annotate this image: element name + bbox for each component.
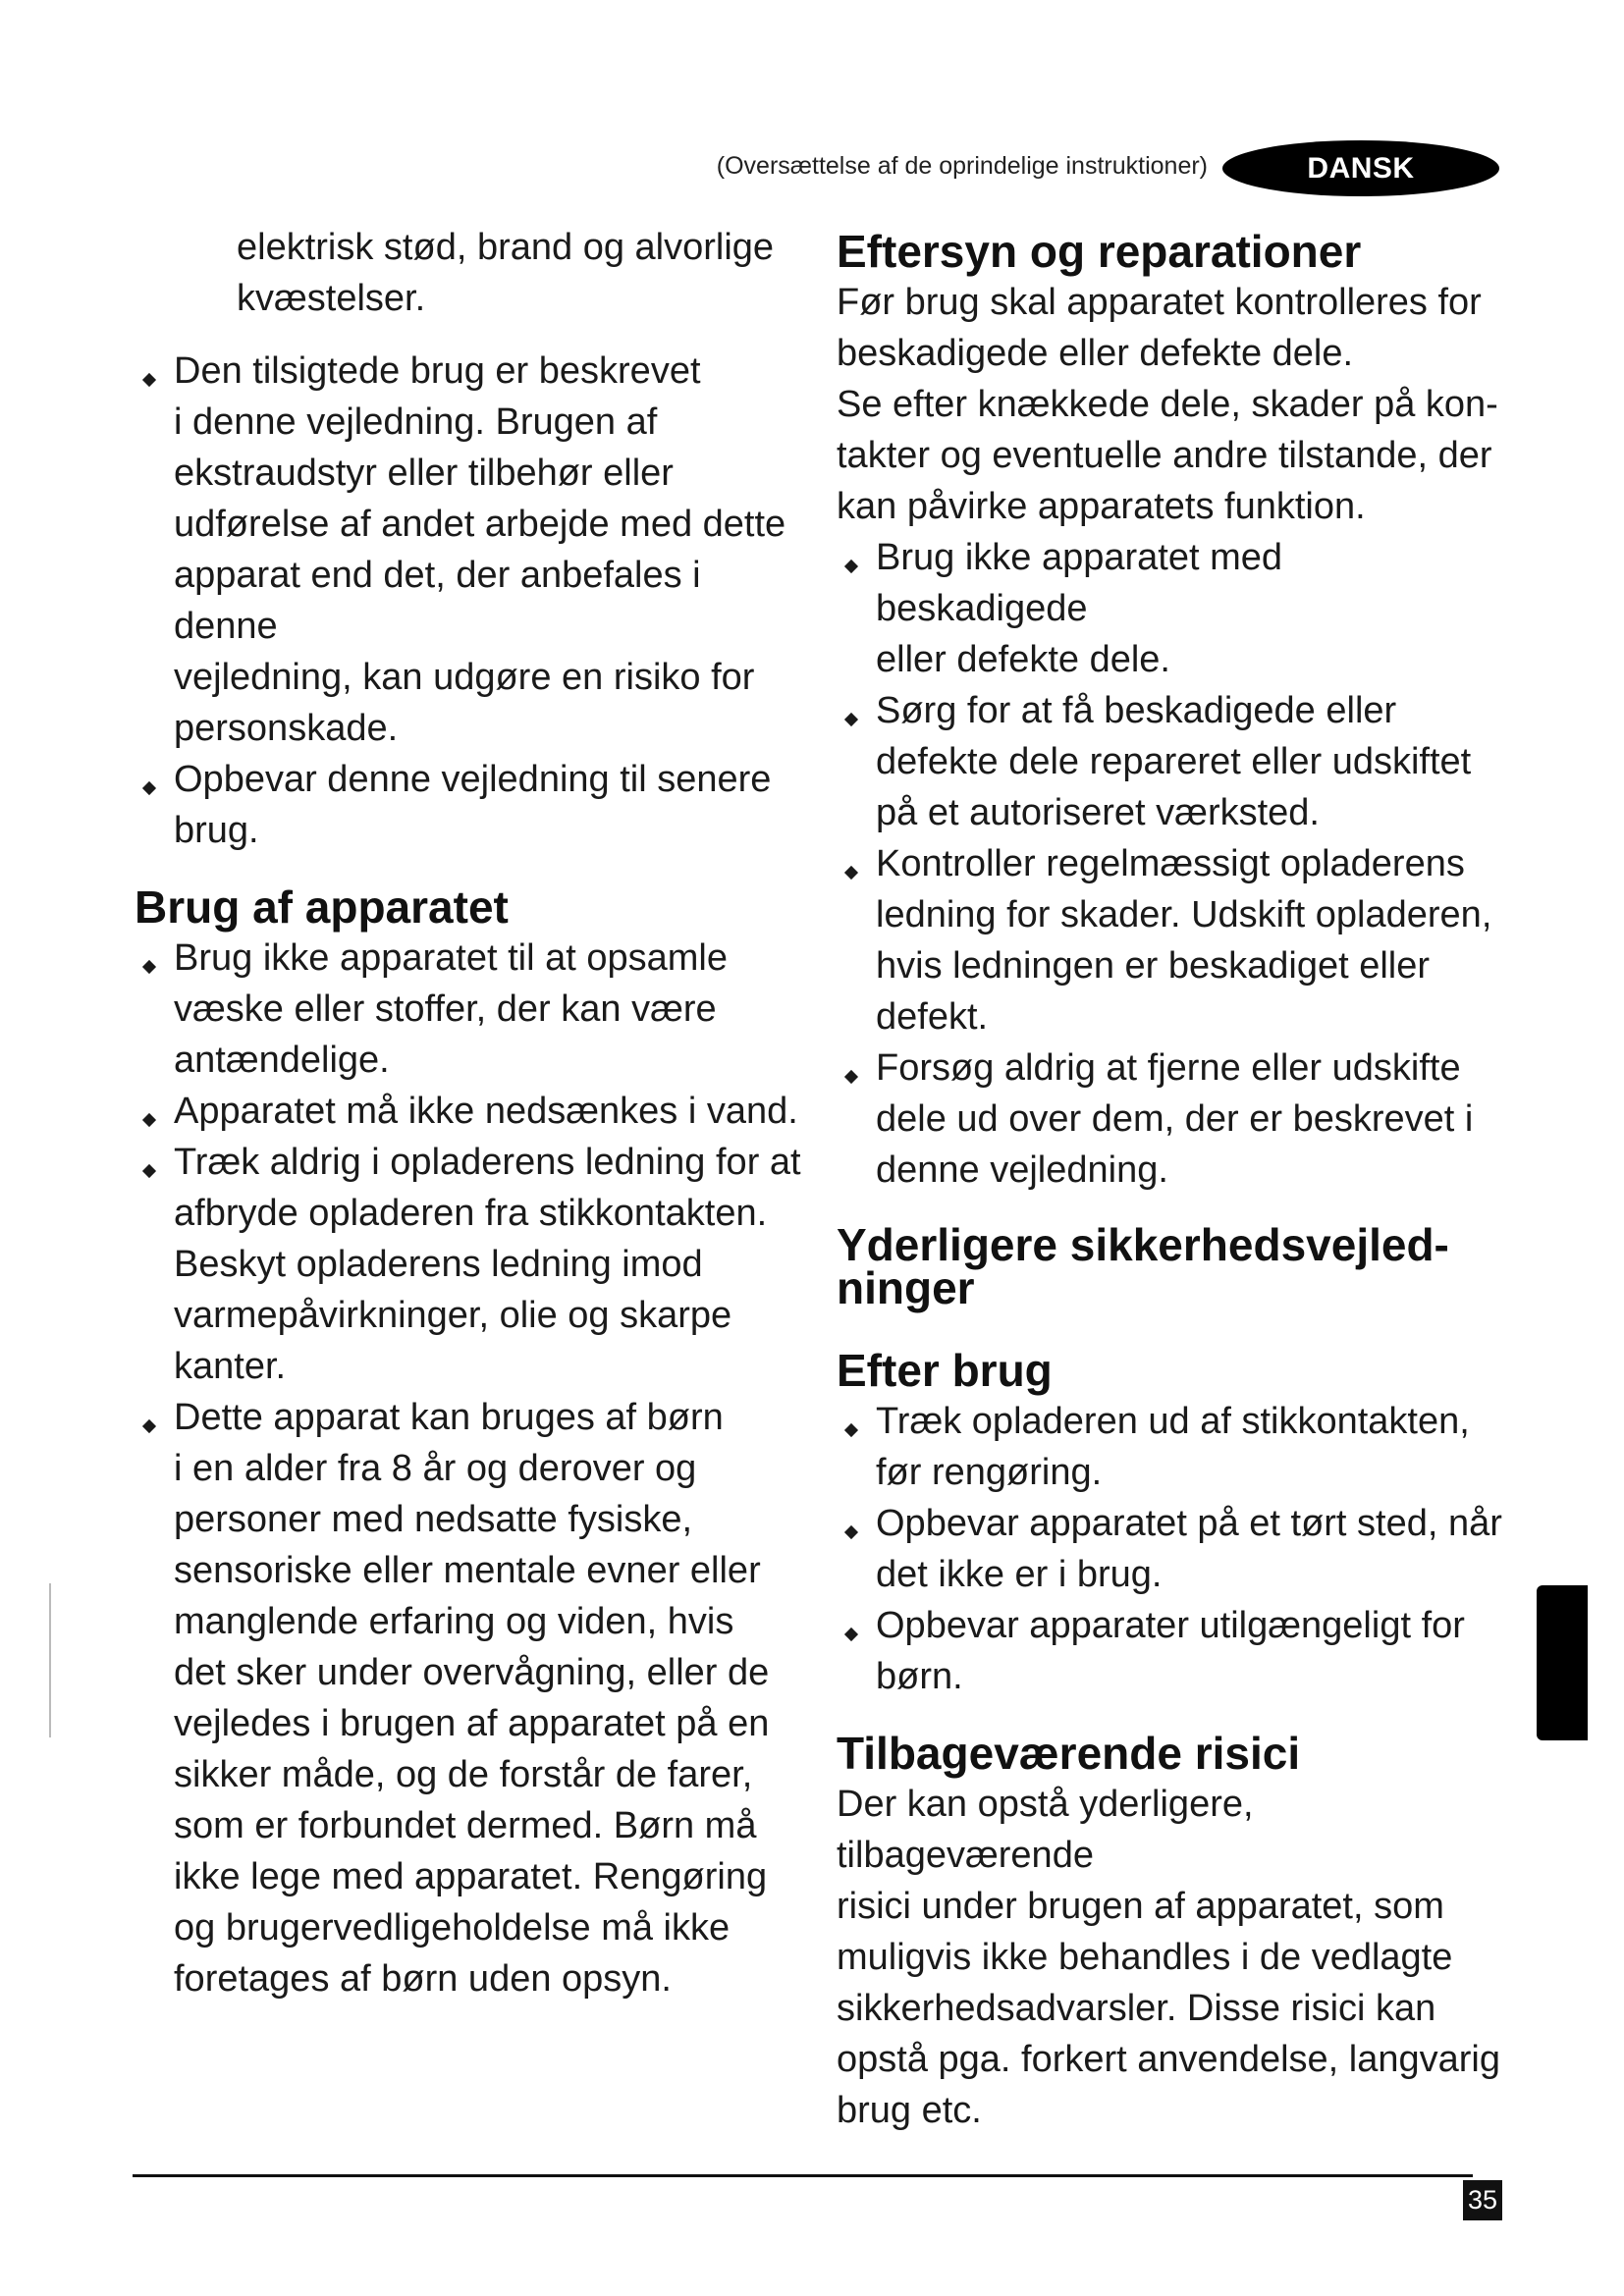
diamond-bullet-icon (142, 1164, 156, 1178)
language-tab: DANSK (1222, 140, 1499, 196)
bullet-list-use (135, 933, 802, 2004)
inspection-paragraph: Før brug skal apparatet kontrolleres for beskadigede eller defekte dele. Se efter knækkede dele, skader på kon- takter og eventuelle andre tilstande, der kan påvirke apparatets funktion. (837, 282, 1498, 527)
heading-after-use: Efter brug (837, 1345, 1053, 1396)
list-item: Brug ikke apparatet til at opsamle væske eller stoffer, der kan være antændelige. (135, 933, 802, 1086)
intro-continuation (135, 222, 802, 324)
diamond-bullet-icon (142, 1113, 156, 1127)
bullet-list-general (135, 346, 802, 856)
bullet-list-after-use (837, 1396, 1504, 1702)
bullet-list-inspection (837, 532, 1504, 1196)
list-item: Kontroller regelmæssigt opladerens ledning for skader. Udskift opladeren, hvis ledningen er beskadiget eller defekt. (837, 838, 1504, 1042)
diamond-bullet-icon (844, 1525, 858, 1539)
list-item: Apparatet må ikke nedsænkes i vand. (135, 1086, 802, 1137)
diamond-bullet-icon (844, 866, 858, 880)
list-item: Den tilsigtede brug er beskrevet i denne vejledning. Brugen af ekstraudstyr eller tilbehør eller udførelse af andet arbejde med dette apparat end det, der anbefales i denne vejledning, kan udgøre en risiko for personskade. (135, 346, 802, 754)
list-item: Sørg for at få beskadigede eller defekte dele repareret eller udskiftet på et autoriseret værksted. (837, 685, 1504, 838)
diamond-bullet-icon (142, 781, 156, 795)
list-item: Opbevar apparatet på et tørt sted, når det ikke er i brug. (837, 1498, 1504, 1600)
diamond-bullet-icon (844, 713, 858, 726)
heading-additional-safety: Yderligere sikkerhedsvejled- ninger (837, 1219, 1449, 1313)
diamond-bullet-icon (844, 1070, 858, 1084)
list-item: Forsøg aldrig at fjerne eller udskifte dele ud over dem, der er beskrevet i denne vejledning. (837, 1042, 1504, 1196)
translation-note: (Oversættelse af de oprindelige instruktioner) (716, 152, 1208, 180)
right-column (837, 222, 1504, 2136)
diamond-bullet-icon (844, 1628, 858, 1641)
section-thumb-tab (1537, 1585, 1588, 1740)
list-item: Dette apparat kan bruges af børn i en alder fra 8 år og derover og personer med nedsatte fysiske, sensoriske eller mentale evner eller manglende erfaring og viden, hvis det sker under overvågning, eller de vejledes i brugen af apparatet på en sikker måde, og de forstår de farer, som er forbundet dermed. Børn må ikke lege med apparatet. Rengøring og brugervedligeholdelse må ikke foretages af børn uden opsyn. (135, 1392, 802, 2004)
list-item: Opbevar denne vejledning til senere brug. (135, 754, 802, 856)
heading-residual-risks: Tilbageværende risici (837, 1728, 1301, 1779)
heading-use-of-appliance: Brug af apparatet (135, 881, 509, 933)
page-number: 35 (1463, 2180, 1502, 2220)
text-line: kvæstelser. (237, 278, 426, 319)
list-item: Træk aldrig i opladerens ledning for at afbryde opladeren fra stikkontakten. Beskyt opladerens ledning imod varmepåvirkninger, olie og skarpe kanter. (135, 1137, 802, 1392)
diamond-bullet-icon (142, 373, 156, 387)
heading-inspection-repair: Eftersyn og reparationer (837, 226, 1362, 277)
diamond-bullet-icon (844, 1423, 858, 1437)
diamond-bullet-icon (142, 960, 156, 974)
residual-risks-paragraph: Der kan opstå yderligere, tilbageværende risici under brugen af apparatet, som muligvis ikke behandles i de vedlagte sikkerhedsadvarsler. Disse risici kan opstå pga. forkert anvendelse, langvarig brug etc. (837, 1784, 1500, 2131)
diamond-bullet-icon (142, 1419, 156, 1433)
left-column (135, 222, 802, 2004)
diamond-bullet-icon (844, 560, 858, 573)
text-line: elektrisk stød, brand og alvorlige (237, 227, 775, 268)
margin-rule (49, 1583, 51, 1737)
list-item: Opbevar apparater utilgængeligt for børn. (837, 1600, 1504, 1702)
footer-rule (133, 2174, 1473, 2177)
list-item: Træk opladeren ud af stikkontakten, før rengøring. (837, 1396, 1504, 1498)
list-item: Brug ikke apparatet med beskadigede eller defekte dele. (837, 532, 1504, 685)
